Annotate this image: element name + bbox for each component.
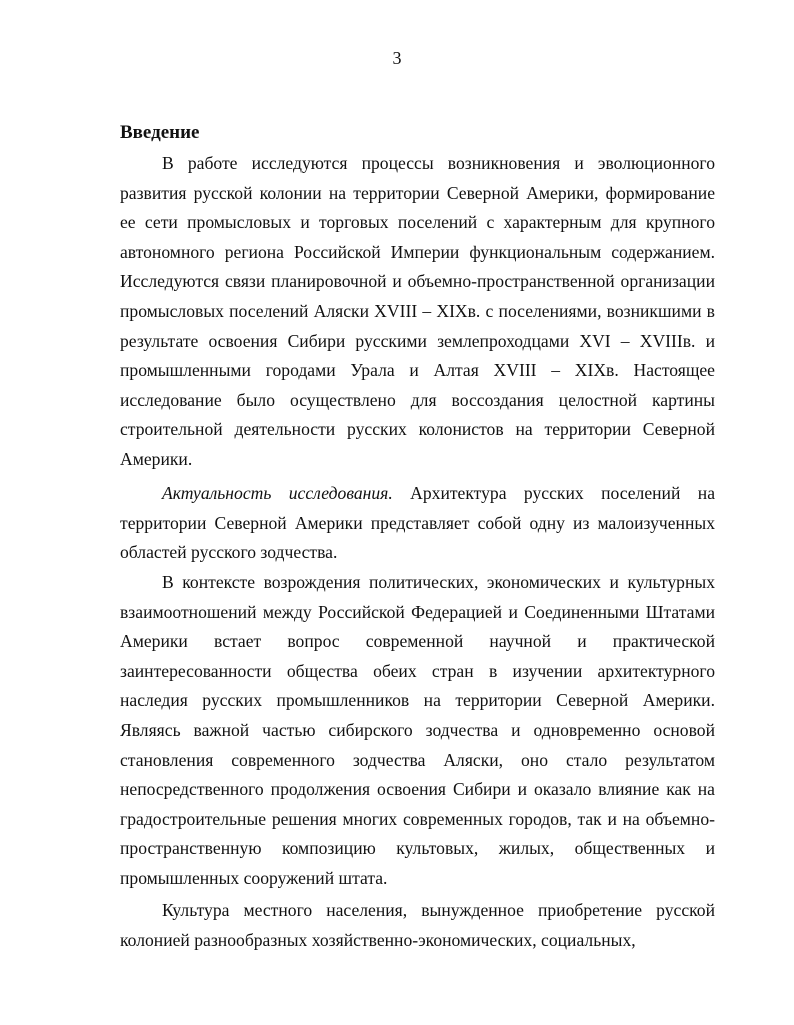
paragraph-2: [120, 479, 715, 568]
paragraph-4-block: [120, 896, 715, 955]
page-number: 3: [392, 48, 402, 68]
paragraph-3: В контексте возрождения политических, экономических и культурных взаимоотношений между Российской Федерацией и Соединенными Штатами Америки встает вопрос современной научной и практической заинтересованности общества обеих стран в изучении архитектурного наследия русских промышленников на территории Северной Америки. Являясь важной частью сибирского зодчества и одновременно основой становления современного зодчества Аляски, оно стало результатом непосредственного продолжения освоения Сибири и оказало влияние как на градостроительные решения многих современных городов, так и на объемно-пространственную композицию культовых, жилых, общественных и промышленных сооружений штата.: [120, 572, 715, 888]
paragraph-2-text: Архитектура русских поселений на территории Северной Америки представляет собой одну из малоизученных областей русского зодчества.: [120, 483, 716, 563]
relevance-lead: Актуальность исследования.: [162, 483, 393, 503]
paragraph-3-block: [120, 568, 715, 894]
paragraph-4: Культура местного населения, вынужденное приобретение русской колонией разнообразных хозяйственно-экономических, социальных,: [120, 900, 715, 950]
paragraph-1-block: [120, 149, 715, 475]
paragraph-2-block: [120, 479, 715, 568]
paragraph-1: В работе исследуются процессы возникновения и эволюционного развития русской колонии на территории Северной Америки, формирование ее сети промысловых и торговых поселений с характерным для крупного автономного региона Российской Империи функциональным содержанием. Исследуются связи планировочной и объемно-пространственной организации промысловых поселений Аляски XVIII – XIXв. с поселениями, возникшими в результате освоения Сибири русскими землепроходцами XVI – XVIIIв. и промышленными городами Урала и Алтая XVIII – XIXв. Настоящее исследование было осуществлено для воссоздания целостной картины строительной деятельности русских колонистов на территории Северной Америки.: [120, 153, 715, 469]
section-heading: Введение: [120, 122, 200, 143]
